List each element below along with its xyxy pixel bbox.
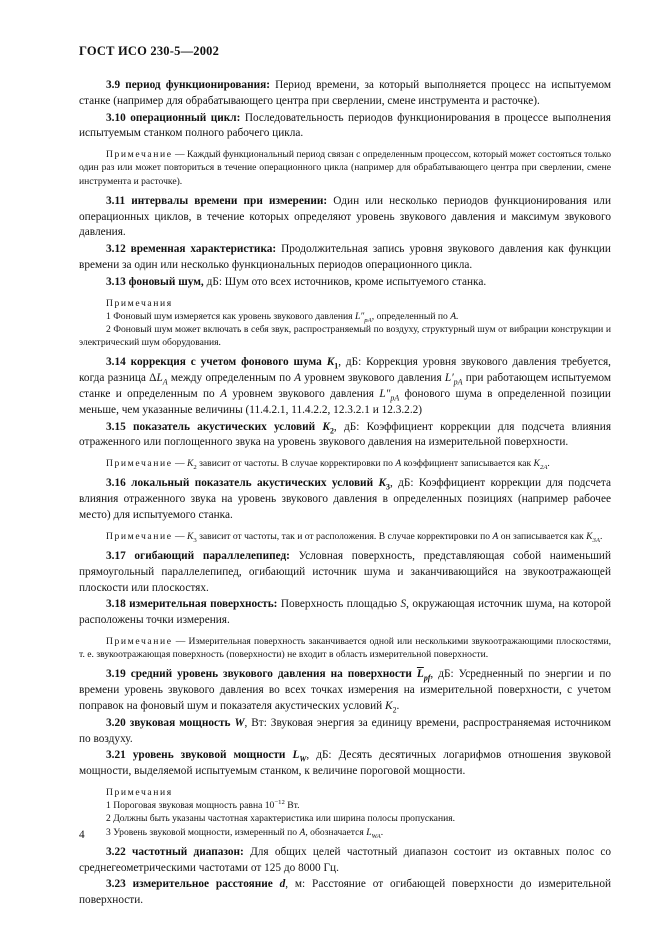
term: 3.22 частотный диапазон:: [106, 845, 244, 858]
document-header: ГОСТ ИСО 230-5—2002: [79, 44, 220, 58]
term: 3.21 уровень звуковой мощности $L_W$: [106, 749, 307, 764]
term: 3.17 огибающий параллелепипед:: [106, 549, 290, 562]
clause-3-17: 3.17 огибающий параллелепипед: Условная поверхность, представляющая собой наименьший прямоугольный параллелепипед, огибающий источник шума и заканчивающийся на звукоотражающей плоскости или плоскостях.: [79, 549, 612, 594]
notes-heading: Примечания: [106, 297, 173, 309]
clause-3-11: 3.11 интервалы времени при измерении: Один или несколько периодов функционирования или операционных циклов, в течение которых определяют уровень звукового давления и максимум звукового давления.: [79, 194, 611, 239]
term: 3.13 фоновый шум,: [106, 275, 204, 288]
term: 3.20 звуковая мощность W: [106, 716, 245, 729]
clause-3-15: 3.15 показатель акустических условий $K_2$, дБ: Коэффициент коррекции для подсчета влияния отраженного или поглощенного звука на уровень звукового давления на измерительной поверхности.: [79, 420, 612, 449]
note-item: 3 Уровень звуковой мощности, измеренный по A, обозначается $L_{WA}$.: [106, 826, 384, 840]
clause-3-10: 3.10 операционный цикл: Последовательность периодов функционирования в процессе выполнения испытуемым станком полного рабочего цикла.: [79, 111, 611, 140]
clause-3-14: 3.14 коррекция с учетом фонового шума $K_1$, дБ: Коррекция уровня звукового давления требуется, когда разница $\Delta L_A$ между определенным по A уровнем звукового давления $L'_{pA}$ при работающем испытуемом станке и определенным по A уровнем звукового давления $L''_{pA}$ фонового шума в определенной позиции меньше, чем указанные величины (11.4.2.1, 11.4.2.2, 12.3.2.1 и 12.3.2.2): [79, 356, 611, 416]
term: 3.14 коррекция с учетом фонового шума $K_1$: [106, 356, 339, 371]
note-3-10: Примечание — Каждый функциональный период связан с определенным процессом, который может состояться только один раз или может повториться в течение операционного цикла (например для обрабатывающего центра при сверлении, смене инструмента и расточке).: [79, 149, 612, 187]
clause-3-18: 3.18 измерительная поверхность: Поверхность площадью S, окружающая источник шума, на которой расположены точки измерения.: [79, 598, 611, 627]
notes-heading: Примечания: [106, 786, 173, 798]
term: 3.12 временная характеристика:: [106, 243, 277, 256]
term: 3.11 интервалы времени при измерении:: [106, 194, 328, 207]
clause-3-22: 3.22 частотный диапазон: Для общих целей частотный диапазон состоит из октавных полос со среднегеометрическими частотами от 125 до 8000 Гц.: [79, 845, 612, 874]
term: 3.19 средний уровень звукового давления на поверхности $\overline{L}_{pf}$: [106, 668, 431, 683]
clause-3-21: 3.21 уровень звуковой мощности $L_W$, дБ: Десять десятичных логарифмов отношения звуковой мощности, выделяемой испытуемым станком, к величине пороговой мощности.: [79, 749, 611, 778]
term: 3.9 период функционирования:: [106, 79, 270, 91]
term: 3.23 измерительное расстояние d: [106, 878, 286, 891]
term: 3.10 операционный цикл:: [106, 111, 241, 124]
clause-3-20: 3.20 звуковая мощность W, Вт: Звуковая энергия за единицу времени, распространяемая источником по воздуху.: [79, 716, 611, 745]
clause-3-16: 3.16 локальный показатель акустических условий $K_3$, дБ: Коэффициент коррекции для подсчета влияния отраженного звука на уровень звукового давления в определенных позициях (например рабочее место) для испытуемого станка.: [79, 477, 611, 521]
note-item: 1 Фоновый шум измеряется как уровень звукового давления $L''_{pA}$, определенный по A.: [106, 310, 459, 324]
clause-3-19: 3.19 средний уровень звукового давления на поверхности $\overline{L}_{pf}$, дБ: Усредненный по энергии и по времени уровень звукового давления во всех точках измерения на измерительной поверхности, с учетом поправок на фоновый шум и показателя акустических условий $K_2$.: [79, 668, 612, 715]
note-3-16: Примечание — $K_3$ зависит от частоты, так и от расположения. В случае корректировки по A он записывается как $K_{3A}$.: [106, 530, 603, 544]
clause-3-12: 3.12 временная характеристика: Продолжительная запись уровня звукового давления как функции времени за один или несколько функциональных периодов операционного цикла.: [79, 243, 611, 271]
page-number: 4: [79, 829, 85, 841]
term: 3.18 измерительная поверхность:: [106, 598, 278, 611]
note-item: 2 Фоновый шум может включать в себя звук, распространяемый по воздуху, структурный шум от вибрации конструкции и электрический шум оборудования.: [79, 323, 611, 349]
note-item: 2 Должны быть указаны частотная характеристика или ширина полосы пропускания.: [106, 813, 456, 825]
clause-3-9: 3.9 период функционирования: Период времени, за который выполняется процесс на испытуемом станке (например для обрабатывающего центра при сверлении, смене инструмента и расточке).: [79, 79, 611, 107]
term: 3.15 показатель акустических условий $K_2$: [106, 420, 334, 435]
clause-3-13: 3.13 фоновый шум, дБ: Шум ото всех источников, кроме испытуемого станка.: [106, 275, 487, 288]
note-item: 1 Пороговая звуковая мощность равна $10^{-12}$ Вт.: [106, 798, 300, 812]
term: 3.16 локальный показатель акустических условий $K_3$: [106, 477, 390, 492]
clause-3-23: 3.23 измерительное расстояние d, м: Расстояние от огибающей поверхности до измерительной поверхности.: [79, 878, 612, 907]
document-body: [79, 78, 611, 910]
note-3-18: Примечание — Измерительная поверхность заканчивается одной или несколькими звукоотражающими плоскостями, т. е. звукоотражающая поверхность (поверхности) не входит в область измерительной поверхности.: [79, 635, 611, 661]
note-3-15: Примечание — $K_2$ зависит от частоты. В случае корректировки по A коэффициент записывается как $K_{2A}$.: [106, 458, 550, 472]
